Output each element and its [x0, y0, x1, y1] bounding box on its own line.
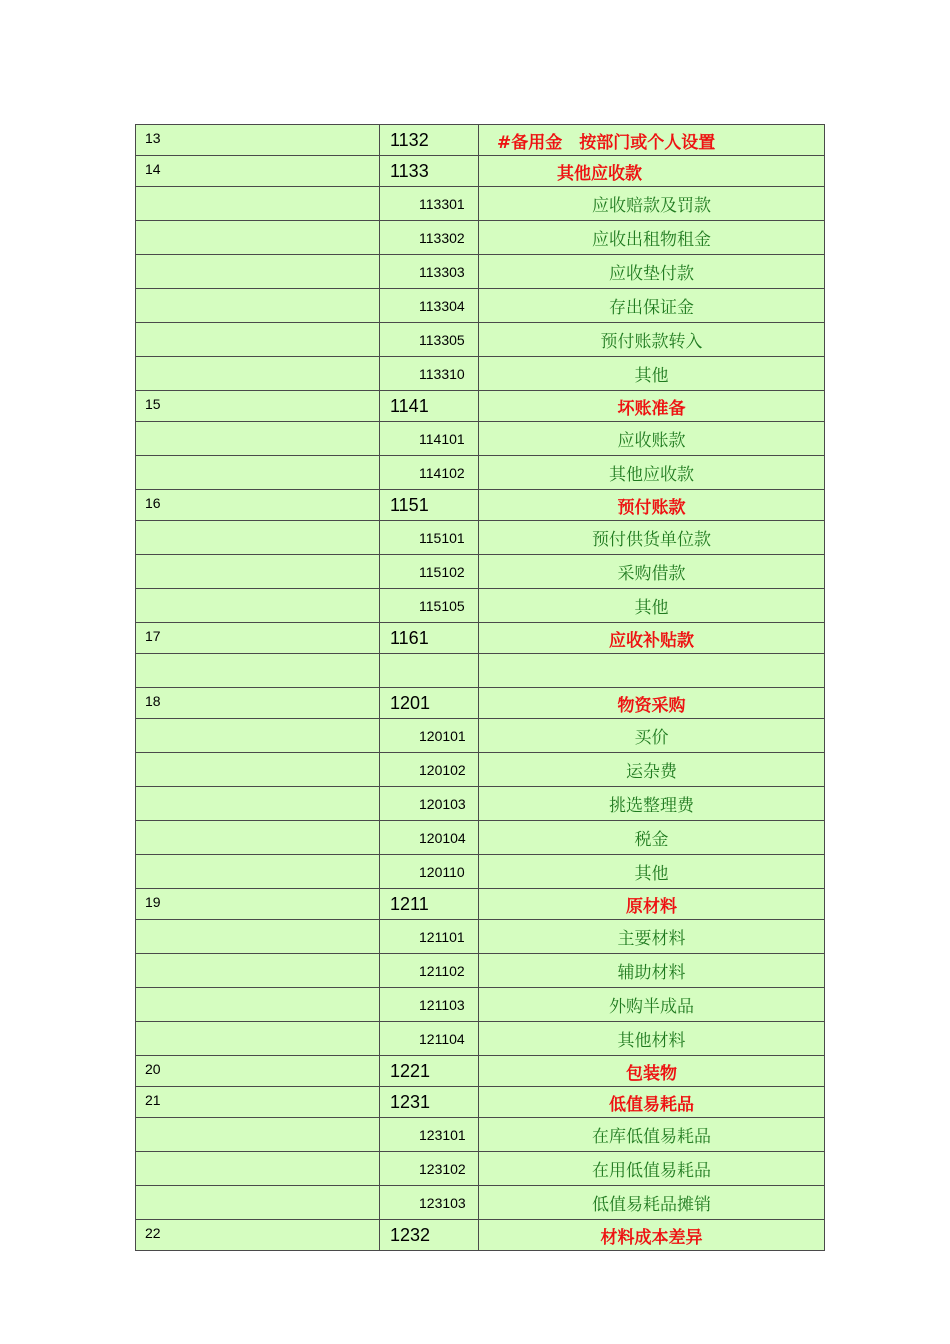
row-number-empty	[136, 1118, 380, 1152]
account-name: 原材料	[479, 889, 825, 920]
account-row	[136, 1220, 825, 1251]
row-number: 22	[136, 1220, 380, 1251]
subaccount-name: 应收垫付款	[479, 255, 825, 289]
row-number-empty	[136, 555, 380, 589]
subaccount-code: 120110	[380, 855, 479, 889]
row-number-empty	[136, 1022, 380, 1056]
subaccount-name: 其他	[479, 855, 825, 889]
account-row	[136, 688, 825, 719]
subaccount-row	[136, 422, 825, 456]
account-row	[136, 1087, 825, 1118]
account-name: 预付账款	[479, 490, 825, 521]
account-code-table	[135, 124, 825, 1251]
row-number-empty	[136, 1186, 380, 1220]
subaccount-code: 113303	[380, 255, 479, 289]
subaccount-row	[136, 753, 825, 787]
subaccount-name: 在用低值易耗品	[479, 1152, 825, 1186]
subaccount-row	[136, 187, 825, 221]
subaccount-row	[136, 255, 825, 289]
subaccount-code: 114101	[380, 422, 479, 456]
subaccount-name: 预付账款转入	[479, 323, 825, 357]
subaccount-code: 121103	[380, 988, 479, 1022]
subaccount-name: 预付供货单位款	[479, 521, 825, 555]
row-number-empty	[136, 855, 380, 889]
account-name: #备用金 按部门或个人设置	[479, 125, 825, 156]
subaccount-code: 120104	[380, 821, 479, 855]
subaccount-row	[136, 1022, 825, 1056]
subaccount-name: 其他材料	[479, 1022, 825, 1056]
subaccount-name: 税金	[479, 821, 825, 855]
subaccount-row	[136, 821, 825, 855]
subaccount-name: 在库低值易耗品	[479, 1118, 825, 1152]
account-row	[136, 623, 825, 654]
row-number: 16	[136, 490, 380, 521]
subaccount-name: 其他应收款	[479, 456, 825, 490]
row-number-empty	[136, 920, 380, 954]
subaccount-name: 应收赔款及罚款	[479, 187, 825, 221]
subaccount-code: 120102	[380, 753, 479, 787]
subaccount-row	[136, 555, 825, 589]
account-code: 1151	[380, 490, 479, 521]
account-name: 坏账准备	[479, 391, 825, 422]
subaccount-name: 采购借款	[479, 555, 825, 589]
row-number-empty	[136, 521, 380, 555]
account-code: 1161	[380, 623, 479, 654]
account-name: 包装物	[479, 1056, 825, 1087]
account-row	[136, 156, 825, 187]
subaccount-name: 辅助材料	[479, 954, 825, 988]
subaccount-name: 主要材料	[479, 920, 825, 954]
subaccount-row	[136, 521, 825, 555]
account-code: 1221	[380, 1056, 479, 1087]
account-code: 1201	[380, 688, 479, 719]
subaccount-row	[136, 954, 825, 988]
row-number-empty	[136, 221, 380, 255]
row-number: 13	[136, 125, 380, 156]
row-number: 21	[136, 1087, 380, 1118]
empty-cell	[380, 654, 479, 688]
row-number-empty	[136, 1152, 380, 1186]
subaccount-name: 应收出租物租金	[479, 221, 825, 255]
account-code: 1132	[380, 125, 479, 156]
row-number-empty	[136, 187, 380, 221]
subaccount-name: 买价	[479, 719, 825, 753]
subaccount-code: 113305	[380, 323, 479, 357]
row-number-empty	[136, 753, 380, 787]
account-code: 1231	[380, 1087, 479, 1118]
subaccount-code: 120101	[380, 719, 479, 753]
row-number-empty	[136, 289, 380, 323]
subaccount-name: 应收账款	[479, 422, 825, 456]
account-row	[136, 490, 825, 521]
row-number: 18	[136, 688, 380, 719]
row-number-empty	[136, 456, 380, 490]
subaccount-name: 运杂费	[479, 753, 825, 787]
subaccount-row	[136, 357, 825, 391]
row-number-empty	[136, 787, 380, 821]
row-number-empty	[136, 422, 380, 456]
row-number: 17	[136, 623, 380, 654]
subaccount-row	[136, 787, 825, 821]
subaccount-name: 低值易耗品摊销	[479, 1186, 825, 1220]
subaccount-row	[136, 289, 825, 323]
subaccount-row	[136, 719, 825, 753]
subaccount-code: 115105	[380, 589, 479, 623]
row-number: 20	[136, 1056, 380, 1087]
subaccount-name: 其他	[479, 357, 825, 391]
row-number: 14	[136, 156, 380, 187]
row-number: 19	[136, 889, 380, 920]
subaccount-row	[136, 988, 825, 1022]
empty-row	[136, 654, 825, 688]
account-name: 其他应收款	[479, 156, 825, 187]
subaccount-code: 113301	[380, 187, 479, 221]
subaccount-row	[136, 1118, 825, 1152]
account-row	[136, 391, 825, 422]
subaccount-code: 121102	[380, 954, 479, 988]
subaccount-code: 123103	[380, 1186, 479, 1220]
row-number-empty	[136, 589, 380, 623]
subaccount-code: 121101	[380, 920, 479, 954]
account-row	[136, 889, 825, 920]
subaccount-row	[136, 1152, 825, 1186]
subaccount-code: 113304	[380, 289, 479, 323]
row-number-empty	[136, 719, 380, 753]
subaccount-row	[136, 323, 825, 357]
row-number-empty	[136, 255, 380, 289]
subaccount-name: 挑选整理费	[479, 787, 825, 821]
row-number-empty	[136, 323, 380, 357]
subaccount-code: 113310	[380, 357, 479, 391]
row-number: 15	[136, 391, 380, 422]
account-name: 物资采购	[479, 688, 825, 719]
row-number-empty	[136, 357, 380, 391]
account-name: 应收补贴款	[479, 623, 825, 654]
subaccount-code: 123102	[380, 1152, 479, 1186]
subaccount-row	[136, 1186, 825, 1220]
subaccount-code: 115101	[380, 521, 479, 555]
account-code: 1141	[380, 391, 479, 422]
subaccount-code: 114102	[380, 456, 479, 490]
subaccount-code: 121104	[380, 1022, 479, 1056]
subaccount-row	[136, 855, 825, 889]
empty-cell	[479, 654, 825, 688]
subaccount-code: 115102	[380, 555, 479, 589]
account-row	[136, 125, 825, 156]
subaccount-code: 123101	[380, 1118, 479, 1152]
empty-cell	[136, 654, 380, 688]
subaccount-name: 存出保证金	[479, 289, 825, 323]
row-number-empty	[136, 954, 380, 988]
account-code: 1232	[380, 1220, 479, 1251]
subaccount-code: 113302	[380, 221, 479, 255]
subaccount-name: 其他	[479, 589, 825, 623]
subaccount-row	[136, 221, 825, 255]
account-code: 1211	[380, 889, 479, 920]
row-number-empty	[136, 821, 380, 855]
account-code: 1133	[380, 156, 479, 187]
account-name: 材料成本差异	[479, 1220, 825, 1251]
account-row	[136, 1056, 825, 1087]
subaccount-row	[136, 589, 825, 623]
subaccount-code: 120103	[380, 787, 479, 821]
account-name: 低值易耗品	[479, 1087, 825, 1118]
account-code-table-body	[136, 125, 825, 1251]
subaccount-row	[136, 920, 825, 954]
row-number-empty	[136, 988, 380, 1022]
subaccount-name: 外购半成品	[479, 988, 825, 1022]
subaccount-row	[136, 456, 825, 490]
